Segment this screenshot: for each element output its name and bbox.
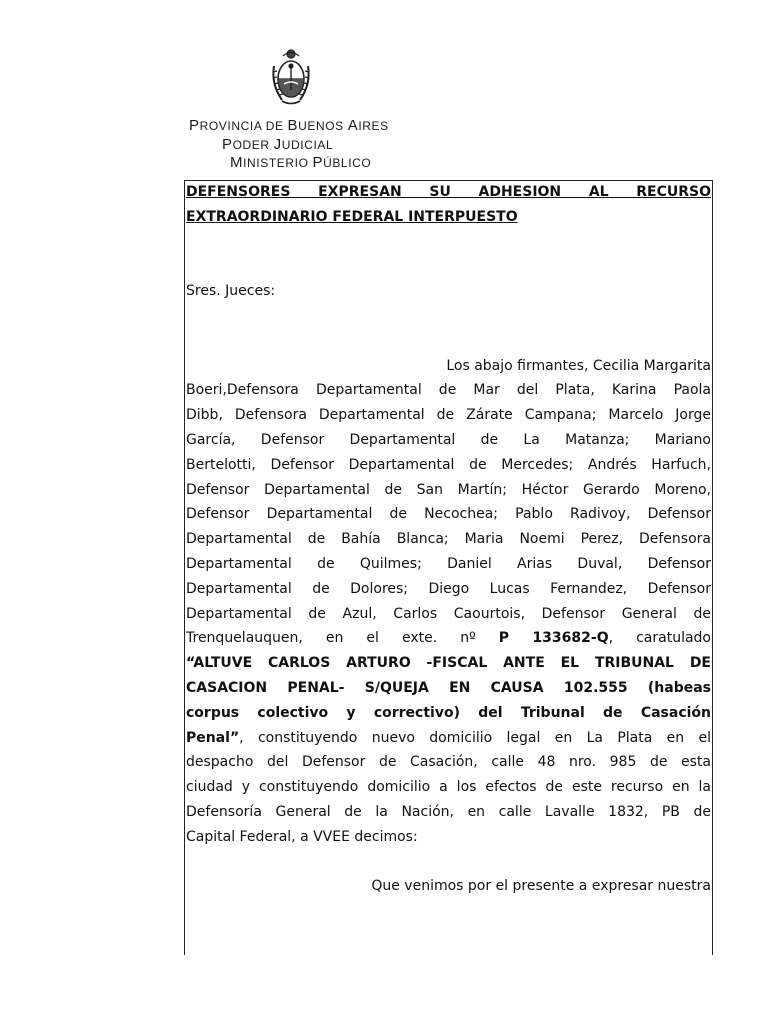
document-title-line-1: DEFENSORES EXPRESAN SU ADHESION AL RECURSO	[186, 184, 711, 200]
salutation: Sres. Jueces:	[186, 283, 276, 300]
body-line: Capital Federal, a VVEE decimos:	[186, 828, 418, 845]
body-line: Bertelotti, Defensor Departamental de Mercedes; Andrés Harfuch,	[186, 456, 711, 473]
body-line: Departamental de Azul, Carlos Caourtois, Defensor General de	[186, 605, 711, 622]
case-title-line: “ALTUVE CARLOS ARTURO -FISCAL ANTE EL TRIBUNAL DE	[186, 655, 711, 672]
body-line: Departamental de Dolores; Diego Lucas Fernandez, Defensor	[186, 580, 711, 597]
body-line: Defensor Departamental de Necochea; Pablo Radivoy, Defensor	[186, 506, 711, 523]
case-title-line: corpus colectivo y correctivo) del Tribunal de Casación	[186, 704, 711, 721]
closing-line: Que venimos por el presente a expresar nuestra	[371, 878, 711, 895]
ministry-name: MINISTERIO PÚBLICO	[230, 154, 372, 171]
body-line: Defensoría General de la Nación, en calle Lavalle 1832, PB de	[186, 803, 711, 820]
case-title-line: CASACION PENAL- S/QUEJA EN CAUSA 102.555 (habeas	[186, 679, 711, 696]
branch-name: PODER JUDICIAL	[222, 136, 334, 153]
case-number-line: Trenquelauquen, en el exte. nº P 133682-Q, caratulado	[186, 630, 711, 647]
body-line: Boeri,Defensora Departamental de Mar del Plata, Karina Paola	[186, 382, 711, 399]
body-line: Defensor Departamental de San Martín; Héctor Gerardo Moreno,	[186, 481, 711, 498]
institution-name: PROVINCIA DE BUENOS AIRES	[189, 117, 389, 134]
body-line: ciudad y constituyendo domicilio a los efectos de este recurso en la	[186, 779, 711, 796]
opening-line: Los abajo firmantes, Cecilia Margarita	[446, 357, 711, 374]
document-body	[186, 180, 711, 899]
case-number: P 133682-Q	[498, 630, 609, 647]
body-line: despacho del Defensor de Casación, calle 48 nro. 985 de esta	[186, 754, 711, 771]
body-line: García, Defensor Departamental de La Matanza; Mariano	[186, 431, 711, 448]
document-title-line-2: EXTRAORDINARIO FEDERAL INTERPUESTO	[186, 208, 518, 225]
body-line: Departamental de Quilmes; Daniel Arias Duval, Defensor	[186, 555, 711, 572]
right-margin-rule	[712, 180, 713, 955]
left-margin-rule	[184, 180, 185, 955]
domicile-line: Penal”, constituyendo nuevo domicilio legal en La Plata en el	[186, 729, 711, 746]
body-line: Dibb, Defensora Departamental de Zárate Campana; Marcelo Jorge	[186, 407, 711, 424]
body-line: Departamental de Bahía Blanca; Maria Noemi Perez, Defensora	[186, 531, 711, 548]
coat-of-arms-icon	[268, 46, 314, 108]
